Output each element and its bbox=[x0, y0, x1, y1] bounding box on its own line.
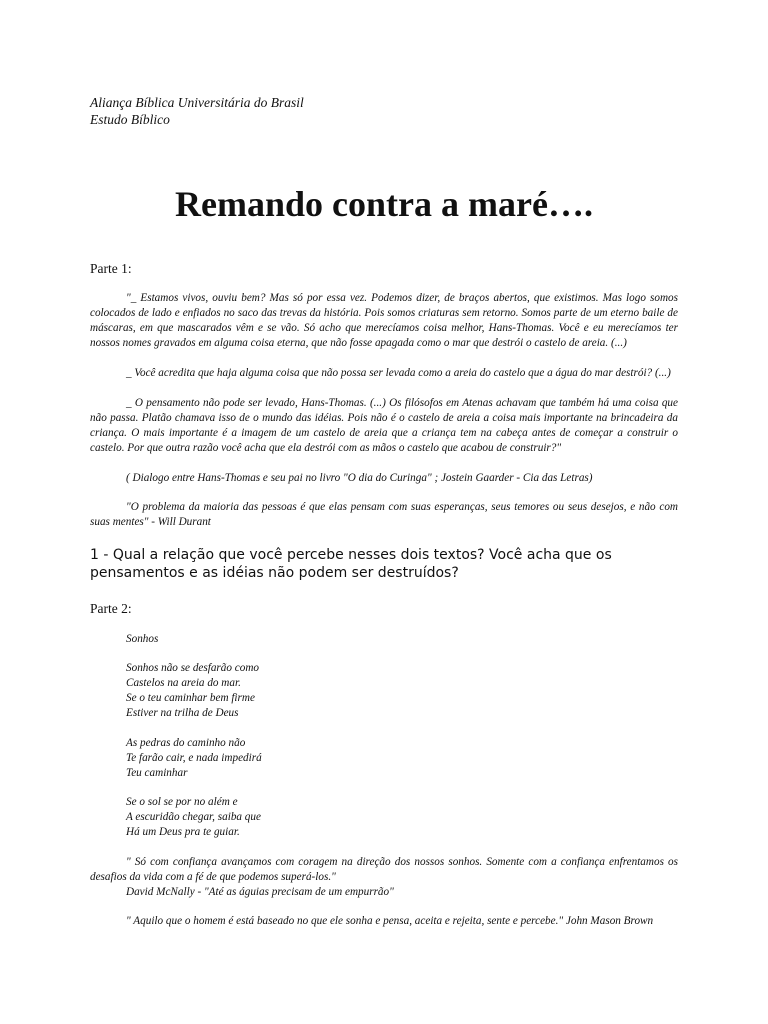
poem-line: Se o sol se por no além e bbox=[126, 796, 238, 808]
durant-quote: "O problema da maioria das pessoas é que elas pensam com suas esperanças, seus temores ou seus desejos, e não com suas mentes" - Will Durant bbox=[90, 501, 678, 528]
poem-stanza-1 bbox=[126, 661, 259, 721]
mcnally-attribution: David McNally - "Até as águias precisam de um empurrão" bbox=[126, 886, 394, 898]
dialogue-paragraph-2: _ Você acredita que haja alguma coisa que não possa ser levada como a areia do castelo que a água do mar destrói? (...) bbox=[126, 367, 671, 379]
organization-name: Aliança Bíblica Universitária do Brasil bbox=[90, 95, 304, 110]
poem-line: Te farão cair, e nada impedirá bbox=[126, 752, 262, 764]
part1-heading: Parte 1: bbox=[90, 261, 132, 276]
mcnally-quote: " Só com confiança avançamos com coragem na direção dos nossos sonhos. Somente com a confiança enfrentamos os desafios da vida com a fé de que podemos superá-los." bbox=[90, 856, 678, 883]
question-1: 1 - Qual a relação que você percebe nesses dois textos? Você acha que os pensamentos e as idéias não podem ser destruídos? bbox=[90, 547, 612, 581]
poem-stanza-3 bbox=[126, 795, 261, 840]
brown-quote: " Aquilo que o homem é está baseado no que ele sonha e pensa, aceita e rejeita, sente e percebe." John Mason Brown bbox=[126, 915, 654, 927]
poem-line: Há um Deus pra te guiar. bbox=[126, 826, 240, 838]
poem-line: Teu caminhar bbox=[126, 767, 188, 779]
part2-heading: Parte 2: bbox=[90, 601, 132, 616]
poem-line: Se o teu caminhar bem firme bbox=[126, 692, 255, 704]
document-subtitle: Estudo Bíblico bbox=[90, 112, 170, 127]
dialogue-paragraph-1: "_ Estamos vivos, ouviu bem? Mas só por essa vez. Podemos dizer, de braços abertos, que existimos. Mas logo somos colocados de lado e enfiados no saco das trevas da história. Pois somos criaturas sem retorno. Somos parte de um eterno baile de máscaras, em que mascarados vêm e se vão. Só acho que merecíamos coisa melhor, Hans-Thomas. Você e eu merecíamos ter nossos nomes gravados em alguma coisa eterna, que não fosse apagada como o mar que destrói o castelo de areia. (...) bbox=[90, 292, 678, 349]
poem-stanza-2 bbox=[126, 736, 262, 781]
poem-line: Estiver na trilha de Deus bbox=[126, 707, 239, 719]
dialogue-paragraph-3: _ O pensamento não pode ser levado, Hans-Thomas. (...) Os filósofos em Atenas achavam que também há uma coisa que não passa. Platão chamava isso de o mundo das idéias. Pois não é o castelo de areia a coisa mais importante na brincadeira da criança. O mais importante é a imagem de um castelo de areia que a criança tem na cabeça antes de começar a construir o castelo. Por que outra razão você acha que ela destrói com as mãos o castelo que acabou de construir?" bbox=[90, 397, 678, 454]
poem-line: Castelos na areia do mar. bbox=[126, 677, 241, 689]
document-header bbox=[90, 94, 304, 128]
poem-line: A escuridão chegar, saiba que bbox=[126, 811, 261, 823]
poem-line: Sonhos não se desfarão como bbox=[126, 662, 259, 674]
dialogue-citation: ( Dialogo entre Hans-Thomas e seu pai no livro "O dia do Curinga" ; Jostein Gaarder - Cia das Letras) bbox=[126, 472, 593, 484]
poem-title: Sonhos bbox=[126, 633, 159, 645]
document-title: Remando contra a maré…. bbox=[175, 184, 593, 224]
poem-line: As pedras do caminho não bbox=[126, 737, 246, 749]
